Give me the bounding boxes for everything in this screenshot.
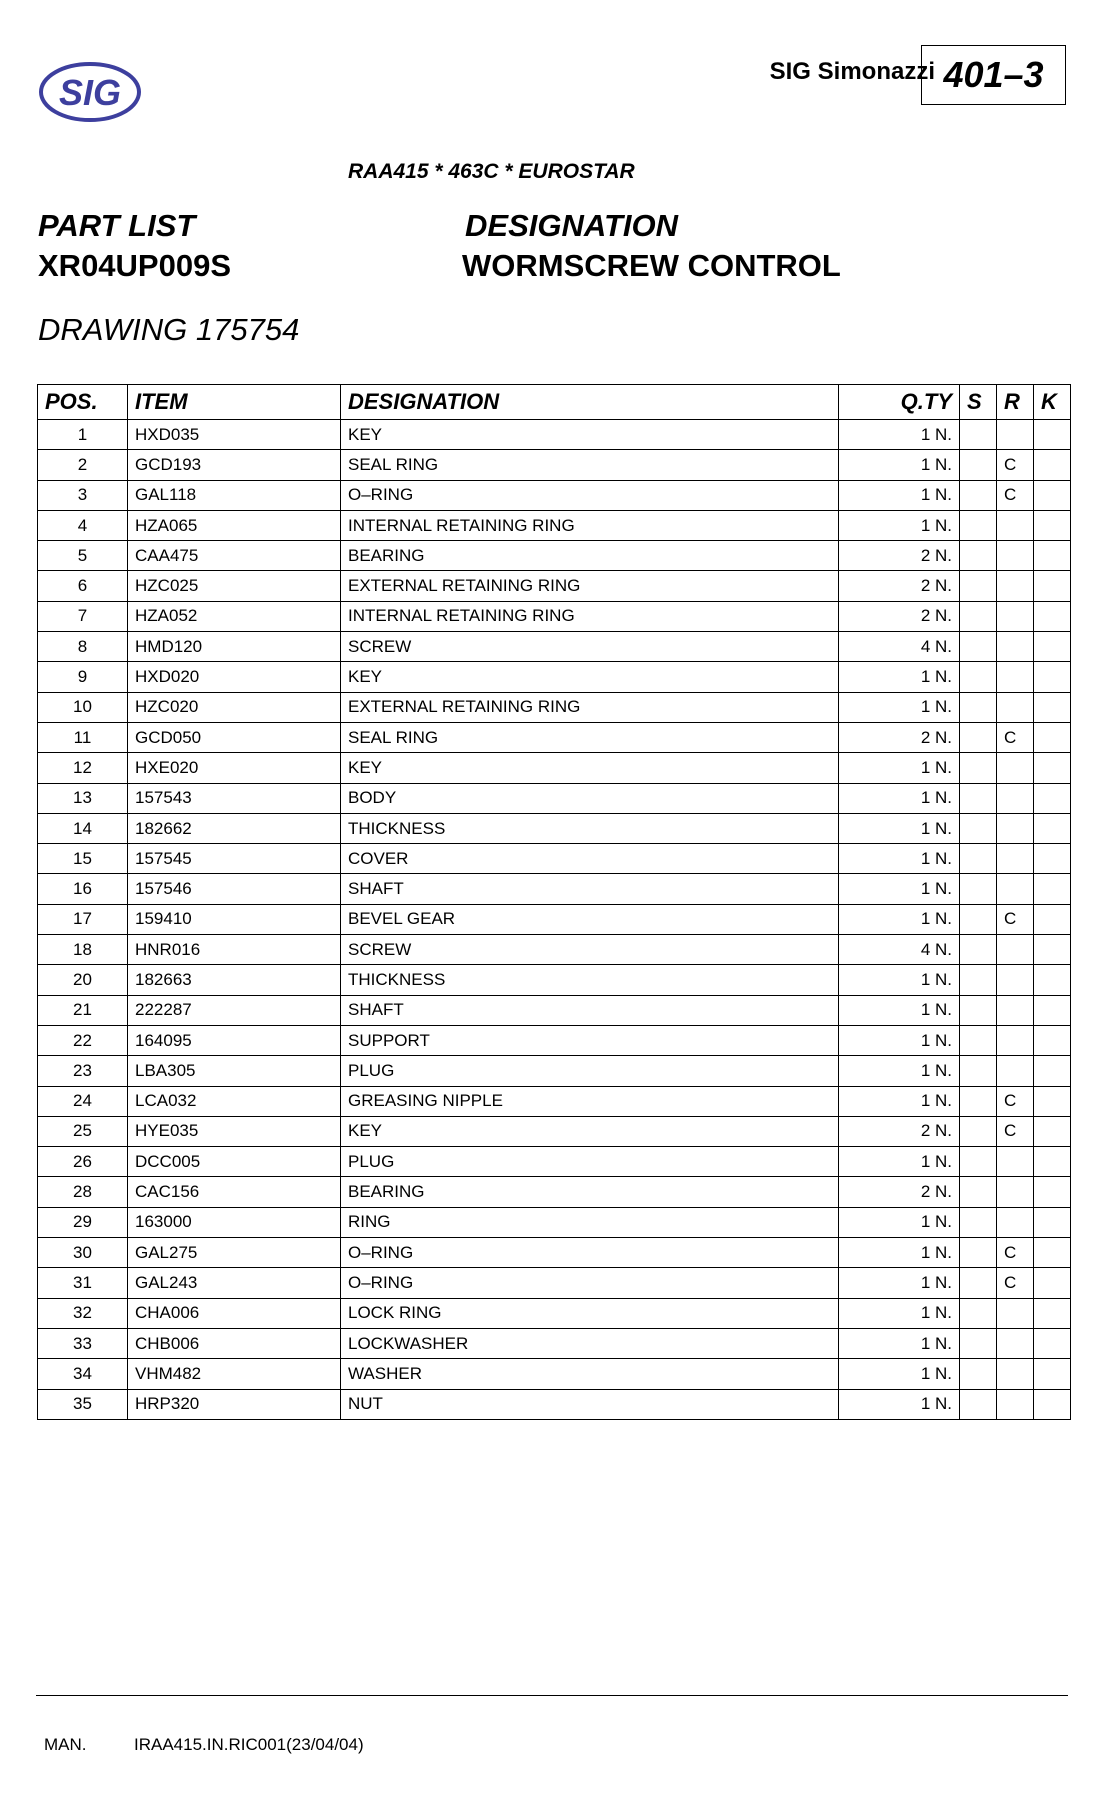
cell-designation: SHAFT xyxy=(341,995,839,1025)
cell-qty: 2 N. xyxy=(839,601,960,631)
cell-r xyxy=(997,1025,1034,1055)
cell-item: HXD020 xyxy=(128,662,341,692)
cell-s xyxy=(960,1298,997,1328)
cell-qty: 1 N. xyxy=(839,1025,960,1055)
table-header-row xyxy=(38,385,1071,420)
cell-s xyxy=(960,601,997,631)
cell-r: C xyxy=(997,450,1034,480)
cell-item: 182662 xyxy=(128,813,341,843)
cell-k xyxy=(1034,935,1071,965)
cell-s xyxy=(960,1056,997,1086)
table-row xyxy=(38,783,1071,813)
cell-item: DCC005 xyxy=(128,1147,341,1177)
cell-r xyxy=(997,844,1034,874)
cell-r xyxy=(997,1056,1034,1086)
cell-k xyxy=(1034,571,1071,601)
cell-s xyxy=(960,510,997,540)
table-row xyxy=(38,965,1071,995)
cell-pos: 20 xyxy=(38,965,128,995)
cell-s xyxy=(960,1177,997,1207)
table-row xyxy=(38,874,1071,904)
table-row xyxy=(38,844,1071,874)
page-number-box xyxy=(921,45,1066,105)
cell-s xyxy=(960,1389,997,1419)
cell-qty: 1 N. xyxy=(839,874,960,904)
table-row xyxy=(38,722,1071,752)
cell-k xyxy=(1034,995,1071,1025)
cell-r xyxy=(997,1328,1034,1358)
cell-k xyxy=(1034,844,1071,874)
sig-logo xyxy=(38,60,142,124)
cell-k xyxy=(1034,420,1071,450)
cell-pos: 18 xyxy=(38,935,128,965)
cell-designation: WASHER xyxy=(341,1359,839,1389)
cell-item: HZC020 xyxy=(128,692,341,722)
cell-designation: PLUG xyxy=(341,1147,839,1177)
cell-pos: 11 xyxy=(38,722,128,752)
cell-qty: 1 N. xyxy=(839,1086,960,1116)
cell-qty: 1 N. xyxy=(839,1238,960,1268)
cell-r: C xyxy=(997,1116,1034,1146)
cell-pos: 21 xyxy=(38,995,128,1025)
cell-s xyxy=(960,662,997,692)
cell-designation: KEY xyxy=(341,1116,839,1146)
cell-r xyxy=(997,813,1034,843)
column-header-qty: Q.TY xyxy=(839,385,960,420)
cell-k xyxy=(1034,783,1071,813)
cell-r: C xyxy=(997,480,1034,510)
cell-designation: KEY xyxy=(341,662,839,692)
cell-qty: 2 N. xyxy=(839,1177,960,1207)
cell-s xyxy=(960,1025,997,1055)
table-row xyxy=(38,935,1071,965)
cell-s xyxy=(960,571,997,601)
table-row xyxy=(38,1177,1071,1207)
table-row xyxy=(38,1389,1071,1419)
cell-k xyxy=(1034,904,1071,934)
table-row xyxy=(38,1147,1071,1177)
cell-k xyxy=(1034,1298,1071,1328)
cell-item: HZA052 xyxy=(128,601,341,631)
cell-s xyxy=(960,420,997,450)
cell-qty: 1 N. xyxy=(839,692,960,722)
cell-pos: 22 xyxy=(38,1025,128,1055)
cell-item: 157546 xyxy=(128,874,341,904)
cell-k xyxy=(1034,1207,1071,1237)
table-row xyxy=(38,1207,1071,1237)
cell-designation: INTERNAL RETAINING RING xyxy=(341,510,839,540)
cell-designation: BODY xyxy=(341,783,839,813)
table-row xyxy=(38,995,1071,1025)
drawing-number: DRAWING 175754 xyxy=(38,312,300,347)
cell-qty: 1 N. xyxy=(839,965,960,995)
cell-pos: 2 xyxy=(38,450,128,480)
cell-pos: 17 xyxy=(38,904,128,934)
cell-qty: 1 N. xyxy=(839,995,960,1025)
cell-pos: 29 xyxy=(38,1207,128,1237)
cell-k xyxy=(1034,510,1071,540)
cell-k xyxy=(1034,874,1071,904)
cell-r xyxy=(997,601,1034,631)
cell-s xyxy=(960,935,997,965)
column-header-r: R xyxy=(997,385,1034,420)
cell-r xyxy=(997,1389,1034,1419)
cell-pos: 4 xyxy=(38,510,128,540)
cell-k xyxy=(1034,1056,1071,1086)
cell-r xyxy=(997,965,1034,995)
cell-s xyxy=(960,1359,997,1389)
table-row xyxy=(38,450,1071,480)
cell-designation: SCREW xyxy=(341,935,839,965)
cell-designation: PLUG xyxy=(341,1056,839,1086)
part-list-label: PART LIST xyxy=(38,208,196,243)
cell-designation: INTERNAL RETAINING RING xyxy=(341,601,839,631)
cell-qty: 1 N. xyxy=(839,1268,960,1298)
cell-qty: 1 N. xyxy=(839,450,960,480)
cell-designation: O–RING xyxy=(341,480,839,510)
cell-qty: 1 N. xyxy=(839,783,960,813)
cell-pos: 15 xyxy=(38,844,128,874)
cell-qty: 2 N. xyxy=(839,571,960,601)
cell-s xyxy=(960,813,997,843)
cell-k xyxy=(1034,541,1071,571)
table-row xyxy=(38,510,1071,540)
cell-k xyxy=(1034,1328,1071,1358)
cell-k xyxy=(1034,450,1071,480)
cell-k xyxy=(1034,1116,1071,1146)
cell-k xyxy=(1034,1268,1071,1298)
cell-s xyxy=(960,1207,997,1237)
cell-s xyxy=(960,965,997,995)
cell-designation: LOCK RING xyxy=(341,1298,839,1328)
cell-item: CAC156 xyxy=(128,1177,341,1207)
cell-pos: 6 xyxy=(38,571,128,601)
cell-designation: THICKNESS xyxy=(341,813,839,843)
cell-s xyxy=(960,844,997,874)
cell-s xyxy=(960,874,997,904)
cell-pos: 10 xyxy=(38,692,128,722)
cell-pos: 16 xyxy=(38,874,128,904)
cell-qty: 2 N. xyxy=(839,541,960,571)
cell-item: GAL275 xyxy=(128,1238,341,1268)
cell-item: 222287 xyxy=(128,995,341,1025)
cell-item: GCD193 xyxy=(128,450,341,480)
column-header-s: S xyxy=(960,385,997,420)
cell-designation: NUT xyxy=(341,1389,839,1419)
cell-designation: KEY xyxy=(341,753,839,783)
column-header-designation: DESIGNATION xyxy=(341,385,839,420)
cell-r xyxy=(997,753,1034,783)
cell-k xyxy=(1034,813,1071,843)
column-header-item: ITEM xyxy=(128,385,341,420)
cell-item: HXD035 xyxy=(128,420,341,450)
cell-item: 164095 xyxy=(128,1025,341,1055)
table-row xyxy=(38,662,1071,692)
cell-r xyxy=(997,571,1034,601)
cell-item: LBA305 xyxy=(128,1056,341,1086)
table-row xyxy=(38,753,1071,783)
table-row xyxy=(38,1056,1071,1086)
cell-designation: LOCKWASHER xyxy=(341,1328,839,1358)
cell-pos: 28 xyxy=(38,1177,128,1207)
cell-item: HZA065 xyxy=(128,510,341,540)
footer-divider xyxy=(36,1695,1068,1696)
cell-s xyxy=(960,1238,997,1268)
cell-qty: 1 N. xyxy=(839,1147,960,1177)
table-row xyxy=(38,420,1071,450)
cell-designation: O–RING xyxy=(341,1238,839,1268)
cell-k xyxy=(1034,601,1071,631)
cell-qty: 2 N. xyxy=(839,722,960,752)
table-row xyxy=(38,571,1071,601)
table-row xyxy=(38,813,1071,843)
table-row xyxy=(38,1238,1071,1268)
cell-pos: 33 xyxy=(38,1328,128,1358)
cell-r: C xyxy=(997,904,1034,934)
table-row xyxy=(38,541,1071,571)
cell-qty: 2 N. xyxy=(839,1116,960,1146)
table-row xyxy=(38,1359,1071,1389)
cell-k xyxy=(1034,965,1071,995)
cell-designation: THICKNESS xyxy=(341,965,839,995)
footer-reference: IRAA415.IN.RIC001(23/04/04) xyxy=(134,1735,364,1754)
cell-s xyxy=(960,632,997,662)
cell-item: LCA032 xyxy=(128,1086,341,1116)
cell-designation: BEARING xyxy=(341,541,839,571)
cell-s xyxy=(960,1328,997,1358)
cell-pos: 30 xyxy=(38,1238,128,1268)
cell-k xyxy=(1034,1238,1071,1268)
cell-pos: 8 xyxy=(38,632,128,662)
cell-r xyxy=(997,420,1034,450)
cell-item: 157545 xyxy=(128,844,341,874)
part-list-code: XR04UP009S xyxy=(38,248,232,283)
cell-item: CHA006 xyxy=(128,1298,341,1328)
cell-designation: SEAL RING xyxy=(341,722,839,752)
table-row xyxy=(38,632,1071,662)
cell-qty: 1 N. xyxy=(839,480,960,510)
cell-item: 159410 xyxy=(128,904,341,934)
cell-r xyxy=(997,692,1034,722)
cell-s xyxy=(960,480,997,510)
footer-man: MAN. xyxy=(44,1735,87,1754)
cell-s xyxy=(960,1268,997,1298)
cell-s xyxy=(960,722,997,752)
cell-s xyxy=(960,904,997,934)
cell-pos: 3 xyxy=(38,480,128,510)
cell-item: HRP320 xyxy=(128,1389,341,1419)
column-header-pos: POS. xyxy=(38,385,128,420)
cell-item: GCD050 xyxy=(128,722,341,752)
cell-designation: SCREW xyxy=(341,632,839,662)
cell-qty: 1 N. xyxy=(839,1389,960,1419)
cell-s xyxy=(960,995,997,1025)
cell-qty: 1 N. xyxy=(839,1056,960,1086)
table-row xyxy=(38,1086,1071,1116)
cell-item: GAL118 xyxy=(128,480,341,510)
cell-item: GAL243 xyxy=(128,1268,341,1298)
cell-pos: 7 xyxy=(38,601,128,631)
cell-r xyxy=(997,1298,1034,1328)
cell-r xyxy=(997,541,1034,571)
cell-r: C xyxy=(997,1268,1034,1298)
table-row xyxy=(38,1268,1071,1298)
cell-designation: KEY xyxy=(341,420,839,450)
cell-r xyxy=(997,995,1034,1025)
cell-qty: 1 N. xyxy=(839,844,960,874)
cell-r xyxy=(997,783,1034,813)
cell-pos: 14 xyxy=(38,813,128,843)
cell-item: CAA475 xyxy=(128,541,341,571)
cell-pos: 1 xyxy=(38,420,128,450)
cell-s xyxy=(960,753,997,783)
cell-r xyxy=(997,935,1034,965)
cell-pos: 23 xyxy=(38,1056,128,1086)
cell-s xyxy=(960,541,997,571)
cell-pos: 34 xyxy=(38,1359,128,1389)
cell-item: HNR016 xyxy=(128,935,341,965)
page-number: 401–3 xyxy=(943,54,1044,95)
cell-s xyxy=(960,450,997,480)
cell-item: HMD120 xyxy=(128,632,341,662)
cell-r: C xyxy=(997,1238,1034,1268)
cell-pos: 26 xyxy=(38,1147,128,1177)
cell-k xyxy=(1034,1389,1071,1419)
cell-designation: SEAL RING xyxy=(341,450,839,480)
cell-k xyxy=(1034,1177,1071,1207)
cell-pos: 24 xyxy=(38,1086,128,1116)
cell-s xyxy=(960,1086,997,1116)
cell-designation: COVER xyxy=(341,844,839,874)
cell-qty: 1 N. xyxy=(839,753,960,783)
cell-designation: RING xyxy=(341,1207,839,1237)
cell-s xyxy=(960,1147,997,1177)
cell-k xyxy=(1034,662,1071,692)
cell-item: CHB006 xyxy=(128,1328,341,1358)
parts-table-body xyxy=(38,420,1071,1420)
cell-k xyxy=(1034,1025,1071,1055)
table-row xyxy=(38,1025,1071,1055)
table-row xyxy=(38,692,1071,722)
cell-designation: BEARING xyxy=(341,1177,839,1207)
cell-qty: 1 N. xyxy=(839,420,960,450)
cell-qty: 1 N. xyxy=(839,813,960,843)
designation-label: DESIGNATION xyxy=(465,208,678,243)
cell-pos: 9 xyxy=(38,662,128,692)
cell-pos: 25 xyxy=(38,1116,128,1146)
cell-pos: 32 xyxy=(38,1298,128,1328)
logo-text: SIG xyxy=(58,72,122,113)
cell-item: HYE035 xyxy=(128,1116,341,1146)
table-row xyxy=(38,1298,1071,1328)
cell-s xyxy=(960,1116,997,1146)
cell-qty: 1 N. xyxy=(839,662,960,692)
cell-pos: 31 xyxy=(38,1268,128,1298)
table-row xyxy=(38,1328,1071,1358)
cell-qty: 1 N. xyxy=(839,1328,960,1358)
cell-designation: BEVEL GEAR xyxy=(341,904,839,934)
cell-r xyxy=(997,1177,1034,1207)
cell-item: 182663 xyxy=(128,965,341,995)
cell-qty: 1 N. xyxy=(839,1298,960,1328)
cell-designation: EXTERNAL RETAINING RING xyxy=(341,692,839,722)
cell-designation: GREASING NIPPLE xyxy=(341,1086,839,1116)
cell-k xyxy=(1034,753,1071,783)
designation-value: WORMSCREW CONTROL xyxy=(462,248,841,283)
cell-s xyxy=(960,783,997,813)
cell-k xyxy=(1034,722,1071,752)
cell-item: HXE020 xyxy=(128,753,341,783)
cell-pos: 13 xyxy=(38,783,128,813)
parts-table xyxy=(37,384,1071,1420)
cell-item: HZC025 xyxy=(128,571,341,601)
cell-qty: 1 N. xyxy=(839,1207,960,1237)
table-row xyxy=(38,480,1071,510)
cell-r xyxy=(997,1359,1034,1389)
cell-pos: 35 xyxy=(38,1389,128,1419)
cell-k xyxy=(1034,1147,1071,1177)
cell-item: 157543 xyxy=(128,783,341,813)
cell-k xyxy=(1034,480,1071,510)
cell-k xyxy=(1034,1086,1071,1116)
cell-item: VHM482 xyxy=(128,1359,341,1389)
cell-r xyxy=(997,662,1034,692)
cell-r xyxy=(997,874,1034,904)
cell-r xyxy=(997,1147,1034,1177)
cell-qty: 1 N. xyxy=(839,510,960,540)
cell-qty: 1 N. xyxy=(839,904,960,934)
cell-qty: 4 N. xyxy=(839,632,960,662)
cell-k xyxy=(1034,1359,1071,1389)
cell-item: 163000 xyxy=(128,1207,341,1237)
cell-designation: SHAFT xyxy=(341,874,839,904)
cell-r: C xyxy=(997,1086,1034,1116)
cell-k xyxy=(1034,692,1071,722)
cell-qty: 4 N. xyxy=(839,935,960,965)
cell-designation: EXTERNAL RETAINING RING xyxy=(341,571,839,601)
cell-r: C xyxy=(997,722,1034,752)
column-header-k: K xyxy=(1034,385,1071,420)
cell-k xyxy=(1034,632,1071,662)
cell-pos: 5 xyxy=(38,541,128,571)
cell-s xyxy=(960,692,997,722)
table-row xyxy=(38,601,1071,631)
table-row xyxy=(38,1116,1071,1146)
cell-designation: SUPPORT xyxy=(341,1025,839,1055)
cell-r xyxy=(997,632,1034,662)
model-line: RAA415 * 463C * EUROSTAR xyxy=(348,160,635,183)
cell-r xyxy=(997,510,1034,540)
cell-pos: 12 xyxy=(38,753,128,783)
cell-r xyxy=(997,1207,1034,1237)
cell-qty: 1 N. xyxy=(839,1359,960,1389)
table-row xyxy=(38,904,1071,934)
cell-designation: O–RING xyxy=(341,1268,839,1298)
brand-name: SIG Simonazzi xyxy=(769,58,935,85)
